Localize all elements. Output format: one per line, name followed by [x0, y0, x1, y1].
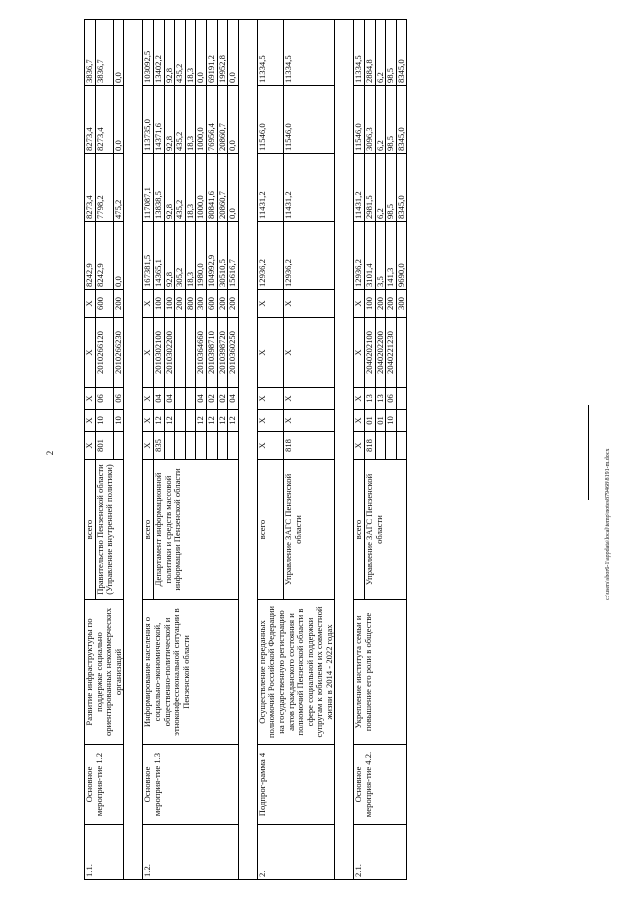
expense-type-code: Х — [284, 290, 335, 318]
grbs-code: Х — [143, 432, 154, 460]
amount-year-3: 18,3 — [185, 86, 196, 154]
spacer-cell — [124, 825, 143, 880]
expense-type-code: 100 — [153, 290, 164, 318]
amount-year-1: 8242,9 — [95, 222, 113, 290]
amount-year-2: 7798,2 — [95, 154, 113, 222]
section-code: 10 — [386, 410, 397, 432]
spacer-cell — [335, 825, 354, 880]
subsection-code — [396, 388, 407, 410]
spacer-cell — [238, 222, 257, 290]
spacer-cell — [124, 20, 143, 86]
grbs-code — [217, 432, 228, 460]
spacer-cell — [238, 154, 257, 222]
grbs-code: 835 — [153, 432, 164, 460]
subsection-code — [175, 388, 186, 410]
expense-type-code: 800 — [185, 290, 196, 318]
expense-type-code: 100 — [365, 290, 376, 318]
expense-type-code: 200 — [228, 290, 239, 318]
amount-year-1: 0,0 — [113, 222, 124, 290]
rotated-table-container — [84, 20, 587, 880]
expense-type-code: 600 — [206, 290, 217, 318]
amount-year-2: 80841,6 — [206, 154, 217, 222]
spacer-cell — [124, 388, 143, 410]
amount-year-4: 11334,5 — [257, 20, 284, 86]
expense-type-code: 200 — [113, 290, 124, 318]
target-article-code: 2040202200 — [375, 318, 386, 388]
amount-year-3: 14371,6 — [153, 86, 164, 154]
amount-year-1: 12936,2 — [354, 222, 365, 290]
target-article-code: 2010266230 — [113, 318, 124, 388]
section-code: Х — [284, 410, 335, 432]
spacer-cell — [335, 20, 354, 86]
grbs-code: Х — [354, 432, 365, 460]
amount-year-4: 435,2 — [175, 20, 186, 86]
section-number: 2.1. — [354, 825, 407, 880]
program-name: Информирование населения о социально-экономической, общественно-политической и этноконфессиональной ситуации в Пензенской области — [143, 600, 238, 745]
expense-type-code: 100 — [164, 290, 175, 318]
subsection-code: 06 — [113, 388, 124, 410]
expense-type-code: 200 — [217, 290, 228, 318]
subsection-code: Х — [85, 388, 96, 410]
target-article-code: 2010302200 — [164, 318, 175, 388]
section-code: 12 — [217, 410, 228, 432]
amount-year-3: 11546,0 — [354, 86, 365, 154]
amount-year-3: 98,5 — [386, 86, 397, 154]
grbs-code — [113, 432, 124, 460]
executor-total: всего — [257, 460, 284, 600]
amount-year-1: 3,5 — [375, 222, 386, 290]
amount-year-4: 0,0 — [228, 20, 239, 86]
spacer-cell — [238, 410, 257, 432]
amount-year-1: 92,8 — [164, 222, 175, 290]
amount-year-3: 6,2 — [375, 86, 386, 154]
target-article-code — [396, 318, 407, 388]
amount-year-1: 12936,2 — [257, 222, 284, 290]
spacer-cell — [335, 432, 354, 460]
section-number: 1.1. — [85, 825, 124, 880]
executor-name: Управление ЗАГС Пензенской области — [365, 460, 407, 600]
spacer-cell — [238, 745, 257, 825]
amount-year-4: 19952,8 — [217, 20, 228, 86]
spacer-cell — [124, 154, 143, 222]
spacer-cell — [335, 600, 354, 745]
amount-year-3: 0,0 — [228, 86, 239, 154]
amount-year-4: 0,0 — [196, 20, 207, 86]
section-code: 12 — [206, 410, 217, 432]
program-type: Основное мероприя-тие 1.2 — [85, 745, 124, 825]
amount-year-4: 8345,0 — [396, 20, 407, 86]
amount-year-4: 3836,7 — [85, 20, 96, 86]
spacer-cell — [124, 318, 143, 388]
subsection-code: 06 — [386, 388, 397, 410]
subsection-code — [185, 388, 196, 410]
spacer-cell — [335, 154, 354, 222]
grbs-code: Х — [85, 432, 96, 460]
subsection-code: 02 — [217, 388, 228, 410]
spacer-cell — [238, 86, 257, 154]
grbs-code: 818 — [284, 432, 335, 460]
section-code — [185, 410, 196, 432]
amount-year-4: 11334,5 — [284, 20, 335, 86]
target-article-code: 2010266120 — [95, 318, 113, 388]
amount-year-2: 475,2 — [113, 154, 124, 222]
spacer-cell — [124, 460, 143, 600]
section-code: 12 — [153, 410, 164, 432]
amount-year-4: 18,3 — [185, 20, 196, 86]
grbs-code — [185, 432, 196, 460]
amount-year-3: 76956,4 — [206, 86, 217, 154]
expense-type-code: 300 — [396, 290, 407, 318]
section-code: 12 — [228, 410, 239, 432]
section-code: Х — [143, 410, 154, 432]
target-article-code — [175, 318, 186, 388]
program-name: Развитие инфраструктуры по поддержке социально ориентированных некоммерческих организаций — [85, 600, 124, 745]
table-row — [143, 20, 154, 880]
amount-year-1: 167381,5 — [143, 222, 154, 290]
amount-year-2: 6,2 — [375, 154, 386, 222]
program-type: Основное мероприя-тие 4.2. — [354, 745, 407, 825]
amount-year-2: 2981,5 — [365, 154, 376, 222]
subsection-code: 04 — [153, 388, 164, 410]
amount-year-2: 117087,1 — [143, 154, 154, 222]
file-path-footer: c:\users\sbor6-1\appdata\local\temp\notes879468\8191-m.docx — [605, 448, 611, 600]
target-article-code: Х — [143, 318, 154, 388]
spacer-cell — [124, 86, 143, 154]
section-code: Х — [85, 410, 96, 432]
subsection-code: Х — [284, 388, 335, 410]
amount-year-1: 14365,1 — [153, 222, 164, 290]
table-row — [354, 20, 365, 880]
section-number: 2. — [257, 825, 335, 880]
spacer-cell — [124, 410, 143, 432]
spacer-cell — [124, 222, 143, 290]
spacer-cell — [335, 745, 354, 825]
executor-total: всего — [143, 460, 154, 600]
subsection-code: 04 — [164, 388, 175, 410]
amount-year-4: 2884,8 — [365, 20, 376, 86]
grbs-code: 818 — [365, 432, 376, 460]
amount-year-3: 20860,7 — [217, 86, 228, 154]
budget-table — [84, 19, 407, 880]
amount-year-4: 103092,5 — [143, 20, 154, 86]
section-code — [396, 410, 407, 432]
grbs-code — [386, 432, 397, 460]
amount-year-3: 8273,4 — [85, 86, 96, 154]
expense-type-code: 200 — [386, 290, 397, 318]
amount-year-1: 30510,5 — [217, 222, 228, 290]
amount-year-3: 3096,3 — [365, 86, 376, 154]
program-type: Основное мероприя-тие 1.3 — [143, 745, 238, 825]
subsection-code: Х — [257, 388, 284, 410]
subsection-code: Х — [354, 388, 365, 410]
subsection-code: Х — [143, 388, 154, 410]
section-number: 1.2. — [143, 825, 238, 880]
target-article-code: 2040221230 — [386, 318, 397, 388]
grbs-code — [396, 432, 407, 460]
amount-year-2: 435,2 — [175, 154, 186, 222]
spacer-cell — [238, 290, 257, 318]
grbs-code — [228, 432, 239, 460]
amount-year-1: 18,3 — [185, 222, 196, 290]
grbs-code — [196, 432, 207, 460]
amount-year-3: 8345,0 — [396, 86, 407, 154]
section-code: 01 — [365, 410, 376, 432]
grbs-code: Х — [257, 432, 284, 460]
amount-year-2: 20860,7 — [217, 154, 228, 222]
subsection-code: 04 — [196, 388, 207, 410]
amount-year-3: 11546,0 — [257, 86, 284, 154]
amount-year-2: 13838,5 — [153, 154, 164, 222]
executor-total: всего — [354, 460, 365, 600]
amount-year-3: 435,2 — [175, 86, 186, 154]
grbs-code — [206, 432, 217, 460]
subsection-code: 13 — [365, 388, 376, 410]
executor-name: Управление ЗАГС Пензенской области — [284, 460, 335, 600]
program-name: Укрепление института семьи и повышение его роли в обществе — [354, 600, 407, 745]
amount-year-3: 8273,4 — [95, 86, 113, 154]
amount-year-2: 18,3 — [185, 154, 196, 222]
target-article-code: 2040202100 — [365, 318, 376, 388]
grbs-code — [175, 432, 186, 460]
executor-name: Департамент информационной политики и средств массовой информации Пензенской области — [153, 460, 238, 600]
program-type: Подпрог-рамма 4 — [257, 745, 335, 825]
spacer-cell — [238, 825, 257, 880]
subsection-code: 04 — [228, 388, 239, 410]
amount-year-4: 13402,2 — [153, 20, 164, 86]
target-article-code: 2010398720 — [217, 318, 228, 388]
spacer-cell — [335, 86, 354, 154]
spacer-cell — [238, 432, 257, 460]
amount-year-2: 8345,0 — [396, 154, 407, 222]
subsection-code: 13 — [375, 388, 386, 410]
target-article-code: 2010364660 — [196, 318, 207, 388]
amount-year-4: 69191,2 — [206, 20, 217, 86]
table-row — [85, 20, 96, 880]
expense-type-code: Х — [143, 290, 154, 318]
amount-year-1: 104992,9 — [206, 222, 217, 290]
section-spacer — [238, 20, 257, 880]
spacer-cell — [335, 222, 354, 290]
spacer-cell — [238, 20, 257, 86]
amount-year-1: 3101,4 — [365, 222, 376, 290]
target-article-code: Х — [85, 318, 96, 388]
target-article-code: 2010360250 — [228, 318, 239, 388]
footnote-separator — [588, 405, 589, 500]
amount-year-1: 15616,7 — [228, 222, 239, 290]
spacer-cell — [238, 600, 257, 745]
spacer-cell — [124, 432, 143, 460]
section-code: 12 — [196, 410, 207, 432]
amount-year-4: 6,2 — [375, 20, 386, 86]
spacer-cell — [124, 290, 143, 318]
amount-year-4: 98,5 — [386, 20, 397, 86]
amount-year-2: 98,5 — [386, 154, 397, 222]
section-spacer — [124, 20, 143, 880]
target-article-code: 2010302100 — [153, 318, 164, 388]
table-body — [85, 20, 407, 880]
amount-year-1: 9690,0 — [396, 222, 407, 290]
page-number: 2 — [45, 450, 55, 456]
amount-year-2: 11431,2 — [257, 154, 284, 222]
section-spacer — [335, 20, 354, 880]
section-code: 01 — [375, 410, 386, 432]
section-code: Х — [257, 410, 284, 432]
amount-year-4: 92,8 — [164, 20, 175, 86]
amount-year-3: 11546,0 — [284, 86, 335, 154]
amount-year-2: 11431,2 — [284, 154, 335, 222]
expense-type-code: 600 — [95, 290, 113, 318]
section-code: 10 — [95, 410, 113, 432]
amount-year-2: 0,0 — [228, 154, 239, 222]
section-code: 10 — [113, 410, 124, 432]
target-article-code — [185, 318, 196, 388]
target-article-code: 2010398710 — [206, 318, 217, 388]
grbs-code: 801 — [95, 432, 113, 460]
amount-year-2: 1000,0 — [196, 154, 207, 222]
spacer-cell — [238, 318, 257, 388]
amount-year-1: 141,3 — [386, 222, 397, 290]
spacer-cell — [335, 388, 354, 410]
spacer-cell — [335, 410, 354, 432]
amount-year-3: 0,0 — [113, 86, 124, 154]
amount-year-3: 113735,0 — [143, 86, 154, 154]
spacer-cell — [335, 460, 354, 600]
target-article-code: Х — [354, 318, 365, 388]
expense-type-code: 200 — [375, 290, 386, 318]
spacer-cell — [335, 290, 354, 318]
subsection-code: 06 — [95, 388, 113, 410]
section-code: Х — [354, 410, 365, 432]
expense-type-code: 200 — [175, 290, 186, 318]
grbs-code — [164, 432, 175, 460]
amount-year-1: 1980,0 — [196, 222, 207, 290]
table-row — [257, 20, 284, 880]
amount-year-2: 92,8 — [164, 154, 175, 222]
expense-type-code: Х — [354, 290, 365, 318]
amount-year-1: 12936,2 — [284, 222, 335, 290]
amount-year-2: 11431,2 — [354, 154, 365, 222]
amount-year-1: 8242,9 — [85, 222, 96, 290]
expense-type-code: 300 — [196, 290, 207, 318]
amount-year-4: 0,0 — [113, 20, 124, 86]
target-article-code: Х — [284, 318, 335, 388]
spacer-cell — [124, 600, 143, 745]
program-name: Осуществление переданных полномочий Российской Федерации на государственную регистрацию актов гражданского состояния и полномочий Пензенской области в сфере социальной поддержки супругам к юбилеям их совместной жизни в 2014 - 2022 годах — [257, 600, 335, 745]
target-article-code: Х — [257, 318, 284, 388]
amount-year-4: 3836,7 — [95, 20, 113, 86]
grbs-code — [375, 432, 386, 460]
amount-year-3: 1000,0 — [196, 86, 207, 154]
expense-type-code: Х — [85, 290, 96, 318]
spacer-cell — [124, 745, 143, 825]
amount-year-1: 305,2 — [175, 222, 186, 290]
section-code: 12 — [164, 410, 175, 432]
spacer-cell — [335, 318, 354, 388]
executor-name: Правительство Пензенской области (Управление внутренней политики) — [95, 460, 124, 600]
amount-year-2: 8273,4 — [85, 154, 96, 222]
amount-year-3: 92,8 — [164, 86, 175, 154]
section-code — [175, 410, 186, 432]
expense-type-code: Х — [257, 290, 284, 318]
amount-year-4: 11334,5 — [354, 20, 365, 86]
spacer-cell — [238, 388, 257, 410]
executor-total: всего — [85, 460, 96, 600]
subsection-code: 02 — [206, 388, 217, 410]
spacer-cell — [238, 460, 257, 600]
